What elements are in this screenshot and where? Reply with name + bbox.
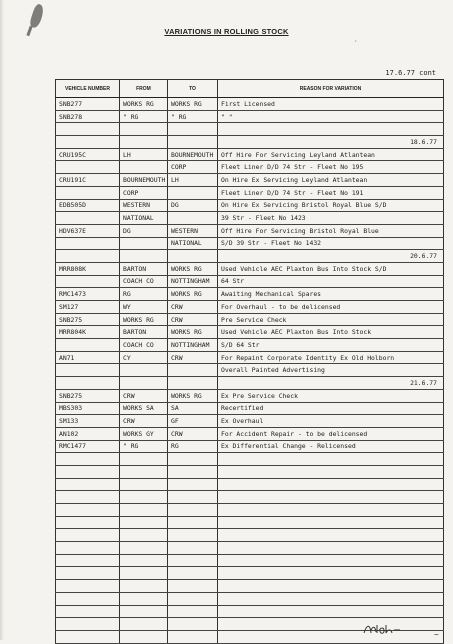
reason-cell: For Repaint Corporate Identity Ex Old Holborn <box>218 351 444 364</box>
reason-cell <box>218 491 444 504</box>
table-row <box>56 554 444 567</box>
page-title-text: VARIATIONS IN ROLLING STOCK <box>164 27 289 36</box>
from-cell: DG <box>120 224 168 237</box>
from-cell <box>120 136 168 149</box>
vehicle-number-cell <box>56 250 120 263</box>
from-cell: WORKS GY <box>120 427 168 440</box>
vehicle-number-cell: AN71 <box>56 351 120 364</box>
to-cell: NATIONAL <box>168 237 218 250</box>
to-cell: BOURNEMOUTH <box>168 148 218 161</box>
rolling-stock-table <box>55 79 444 644</box>
to-cell: WORKS RG <box>168 389 218 402</box>
from-cell <box>120 237 168 250</box>
vehicle-number-cell <box>56 237 120 250</box>
to-cell <box>168 554 218 567</box>
to-cell <box>168 186 218 199</box>
vehicle-number-cell: RMC1473 <box>56 288 120 301</box>
to-cell: CORP <box>168 161 218 174</box>
from-cell <box>120 250 168 263</box>
to-cell <box>168 542 218 555</box>
reason-cell: " " <box>218 110 444 123</box>
to-cell <box>168 250 218 263</box>
from-cell: NATIONAL <box>120 212 168 225</box>
to-cell: GF <box>168 415 218 428</box>
table-row <box>56 364 444 377</box>
vehicle-number-cell: SNB277 <box>56 98 120 111</box>
vehicle-number-cell: SNB275 <box>56 389 120 402</box>
table-row <box>56 250 444 263</box>
reason-cell <box>218 567 444 580</box>
table-row <box>56 542 444 555</box>
to-cell: LH <box>168 174 218 187</box>
to-cell: " RG <box>168 110 218 123</box>
vehicle-number-cell <box>56 491 120 504</box>
from-cell <box>120 377 168 390</box>
vehicle-number-cell: RMC1477 <box>56 440 120 453</box>
reason-cell <box>218 529 444 542</box>
vehicle-number-cell <box>56 339 120 352</box>
from-cell <box>120 478 168 491</box>
table-row <box>56 199 444 212</box>
from-cell: CRW <box>120 415 168 428</box>
reason-cell <box>218 123 444 136</box>
table-row <box>56 427 444 440</box>
table-row <box>56 275 444 288</box>
from-cell: CORP <box>120 186 168 199</box>
to-cell <box>168 516 218 529</box>
from-cell <box>120 567 168 580</box>
vehicle-number-cell <box>56 542 120 555</box>
date-cell: 20.6.77 <box>218 250 444 263</box>
from-cell: LH <box>120 148 168 161</box>
table-row <box>56 415 444 428</box>
table-row <box>56 440 444 453</box>
from-cell: BOURNEMOUTH <box>120 174 168 187</box>
from-cell <box>120 465 168 478</box>
to-cell: RG <box>168 440 218 453</box>
reason-cell: Used Vehicle AEC Plaxton Bus Into Stock S/D <box>218 262 444 275</box>
reason-cell: 39 Str - Fleet No 1423 <box>218 212 444 225</box>
to-cell: NOTTINGHAM <box>168 339 218 352</box>
to-cell <box>168 465 218 478</box>
corner-ink-mark: ~ <box>434 630 439 639</box>
vehicle-number-cell: CRU195C <box>56 148 120 161</box>
from-cell: BARTON <box>120 262 168 275</box>
table-row <box>56 567 444 580</box>
vehicle-number-header: VEHICLE NUMBER <box>56 80 120 98</box>
reason-cell: Fleet Liner D/D 74 Str - Fleet No 191 <box>218 186 444 199</box>
vehicle-number-cell <box>56 186 120 199</box>
from-cell: WORKS SA <box>120 402 168 415</box>
table-row <box>56 491 444 504</box>
table-header-row <box>56 80 444 98</box>
to-cell <box>168 592 218 605</box>
to-cell: WESTERN <box>168 224 218 237</box>
vehicle-number-cell <box>56 275 120 288</box>
table-row <box>56 516 444 529</box>
to-cell <box>168 491 218 504</box>
to-cell <box>168 123 218 136</box>
reason-cell <box>218 516 444 529</box>
reason-cell <box>218 504 444 517</box>
table-row <box>56 161 444 174</box>
table-row <box>56 186 444 199</box>
reason-cell: Overall Painted Advertising <box>218 364 444 377</box>
to-cell <box>168 364 218 377</box>
table-row <box>56 212 444 225</box>
vehicle-number-cell <box>56 377 120 390</box>
from-cell <box>120 554 168 567</box>
to-cell <box>168 630 218 643</box>
from-cell: WY <box>120 301 168 314</box>
table-row <box>56 110 444 123</box>
from-cell: RG <box>120 288 168 301</box>
from-cell <box>120 605 168 618</box>
reason-cell <box>218 453 444 466</box>
table-row <box>56 389 444 402</box>
from-cell: WORKS RG <box>120 98 168 111</box>
table-row <box>56 224 444 237</box>
vehicle-number-cell <box>56 465 120 478</box>
reason-cell: For Accident Repair - to be delicensed <box>218 427 444 440</box>
reason-cell: Pre Service Check <box>218 313 444 326</box>
page-title <box>0 27 453 36</box>
reason-cell: Ex Differential Change - Relicensed <box>218 440 444 453</box>
to-cell <box>168 453 218 466</box>
from-cell: COACH CO <box>120 275 168 288</box>
table-row <box>56 377 444 390</box>
vehicle-number-cell: AN102 <box>56 427 120 440</box>
to-cell <box>168 136 218 149</box>
to-cell: SA <box>168 402 218 415</box>
vehicle-number-cell <box>56 592 120 605</box>
stray-ink-mark: · <box>354 38 358 45</box>
reason-cell: S/D 39 Str - Fleet No 1432 <box>218 237 444 250</box>
reason-cell: Used Vehicle AEC Plaxton Bus Into Stock <box>218 326 444 339</box>
reason-cell: For Overhaul - to be delicensed <box>218 301 444 314</box>
reason-header: REASON FOR VARIATION <box>218 80 444 98</box>
from-cell <box>120 504 168 517</box>
reason-cell: 64 Str <box>218 275 444 288</box>
to-cell: WORKS RG <box>168 288 218 301</box>
table-row <box>56 174 444 187</box>
from-cell <box>120 364 168 377</box>
to-cell: CRW <box>168 301 218 314</box>
vehicle-number-cell: HDV637E <box>56 224 120 237</box>
reason-cell <box>218 630 444 643</box>
date-cell: 18.6.77 <box>218 136 444 149</box>
table-row <box>56 465 444 478</box>
reason-cell: Off Hire For Servicing Bristol Royal Blue <box>218 224 444 237</box>
reason-cell: Off Hire For Servicing Leyland Atlantean <box>218 148 444 161</box>
reason-cell <box>218 542 444 555</box>
date-cell: 21.6.77 <box>218 377 444 390</box>
scan-blot-mark <box>29 3 46 29</box>
table-row <box>56 136 444 149</box>
from-cell <box>120 618 168 631</box>
to-cell: CRW <box>168 351 218 364</box>
from-cell <box>120 516 168 529</box>
table-row <box>56 592 444 605</box>
vehicle-number-cell <box>56 618 120 631</box>
vehicle-number-cell <box>56 161 120 174</box>
table-row <box>56 478 444 491</box>
reason-cell: S/D 64 Str <box>218 339 444 352</box>
to-cell <box>168 567 218 580</box>
to-cell: NOTTINGHAM <box>168 275 218 288</box>
vehicle-number-cell <box>56 529 120 542</box>
to-cell <box>168 618 218 631</box>
vehicle-number-cell <box>56 567 120 580</box>
table-row <box>56 148 444 161</box>
table-row <box>56 98 444 111</box>
from-cell: COACH CO <box>120 339 168 352</box>
from-cell: CRW <box>120 389 168 402</box>
from-header: FROM <box>120 80 168 98</box>
to-cell: WORKS RG <box>168 326 218 339</box>
reason-cell: On Hire Ex Servicing Leyland Atlantean <box>218 174 444 187</box>
vehicle-number-cell: MRR808K <box>56 262 120 275</box>
table-row <box>56 313 444 326</box>
reason-cell: Recertified <box>218 402 444 415</box>
reason-cell: Ex Pre Service Check <box>218 389 444 402</box>
reason-cell <box>218 465 444 478</box>
vehicle-number-cell: SM127 <box>56 301 120 314</box>
to-cell <box>168 580 218 593</box>
vehicle-number-cell <box>56 364 120 377</box>
table-body <box>56 98 444 644</box>
scan-edge-shadow <box>0 0 4 640</box>
vehicle-number-cell: MBS303 <box>56 402 120 415</box>
from-cell <box>120 592 168 605</box>
vehicle-number-cell <box>56 478 120 491</box>
from-cell: " RG <box>120 110 168 123</box>
table-row <box>56 605 444 618</box>
continuation-date: 17.6.77 cont <box>385 69 436 77</box>
reason-cell <box>218 580 444 593</box>
from-cell <box>120 453 168 466</box>
from-cell: WORKS RG <box>120 313 168 326</box>
vehicle-number-cell: EDB505D <box>56 199 120 212</box>
to-cell <box>168 478 218 491</box>
to-cell: DG <box>168 199 218 212</box>
from-cell: WESTERN <box>120 199 168 212</box>
to-cell: CRW <box>168 427 218 440</box>
reason-cell <box>218 618 444 631</box>
vehicle-number-cell: SNB278 <box>56 110 120 123</box>
vehicle-number-cell <box>56 136 120 149</box>
to-cell: WORKS RG <box>168 98 218 111</box>
handwritten-signature <box>362 622 404 636</box>
table-row <box>56 339 444 352</box>
to-cell <box>168 529 218 542</box>
vehicle-number-cell <box>56 123 120 136</box>
table-row <box>56 123 444 136</box>
to-header: TO <box>168 80 218 98</box>
table-row <box>56 326 444 339</box>
table-row <box>56 262 444 275</box>
vehicle-number-cell <box>56 580 120 593</box>
vehicle-number-cell: MRR804K <box>56 326 120 339</box>
reason-cell: Ex Overhaul <box>218 415 444 428</box>
to-cell <box>168 504 218 517</box>
reason-cell: First Licensed <box>218 98 444 111</box>
reason-cell: On Hire Ex Servicing Bristol Royal Blue S/D <box>218 199 444 212</box>
reason-cell <box>218 554 444 567</box>
table-row <box>56 504 444 517</box>
from-cell <box>120 580 168 593</box>
from-cell <box>120 491 168 504</box>
to-cell: CRW <box>168 313 218 326</box>
to-cell <box>168 212 218 225</box>
vehicle-number-cell <box>56 212 120 225</box>
table-row <box>56 580 444 593</box>
table-row <box>56 529 444 542</box>
from-cell <box>120 542 168 555</box>
to-cell <box>168 377 218 390</box>
vehicle-number-cell <box>56 516 120 529</box>
from-cell <box>120 529 168 542</box>
vehicle-number-cell: CRU191C <box>56 174 120 187</box>
reason-cell: Awaiting Mechanical Spares <box>218 288 444 301</box>
from-cell <box>120 161 168 174</box>
table-row <box>56 301 444 314</box>
from-cell <box>120 123 168 136</box>
from-cell <box>120 630 168 643</box>
reason-cell: Fleet Liner D/D 74 Str - Fleet No 195 <box>218 161 444 174</box>
to-cell <box>168 605 218 618</box>
table-row <box>56 288 444 301</box>
reason-cell <box>218 592 444 605</box>
from-cell: CY <box>120 351 168 364</box>
to-cell: WORKS RG <box>168 262 218 275</box>
vehicle-number-cell <box>56 453 120 466</box>
vehicle-number-cell <box>56 554 120 567</box>
table-row <box>56 453 444 466</box>
vehicle-number-cell <box>56 605 120 618</box>
reason-cell <box>218 605 444 618</box>
vehicle-number-cell <box>56 504 120 517</box>
vehicle-number-cell: SNB275 <box>56 313 120 326</box>
table-row <box>56 402 444 415</box>
vehicle-number-cell: SM133 <box>56 415 120 428</box>
from-cell: BARTON <box>120 326 168 339</box>
table-row <box>56 351 444 364</box>
from-cell: " RG <box>120 440 168 453</box>
reason-cell <box>218 478 444 491</box>
vehicle-number-cell <box>56 630 120 643</box>
table-row <box>56 237 444 250</box>
